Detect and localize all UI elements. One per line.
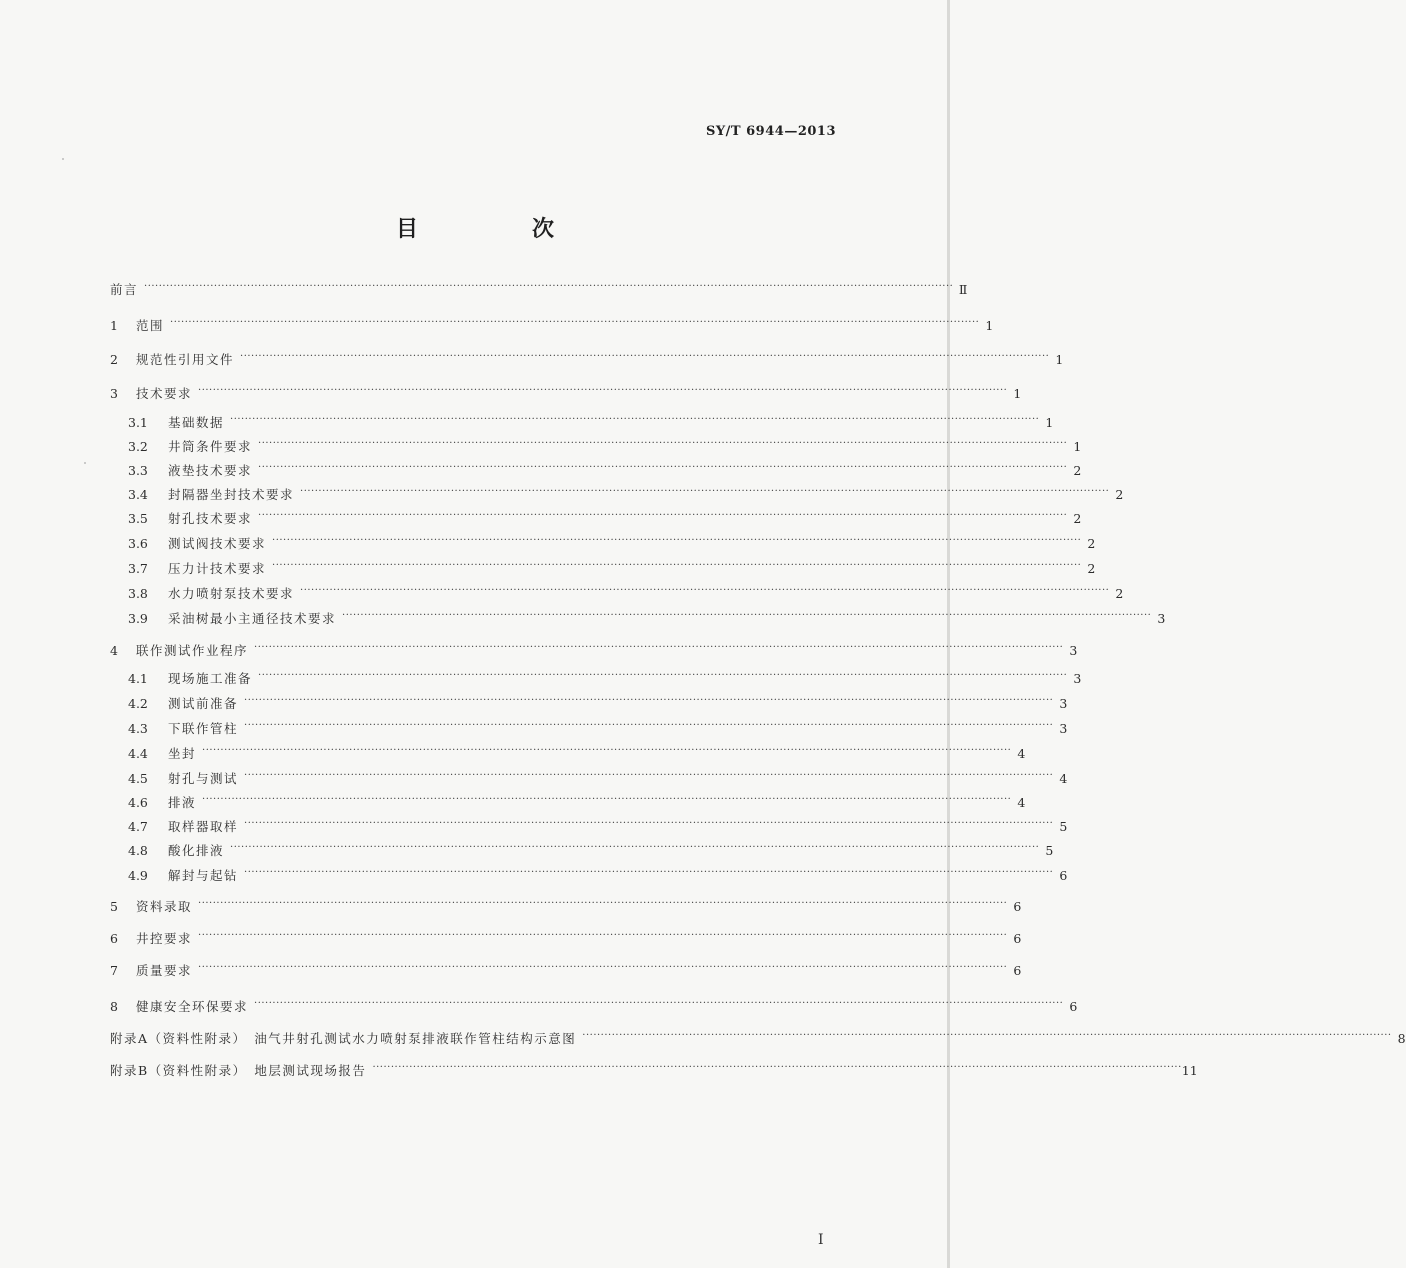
toc-leader-dots: ···························································································································································································································· [202,794,1012,805]
toc-entry [128,666,1082,688]
toc-entry-label: 排液 [168,795,197,810]
toc-entry [128,581,1124,603]
toc-entry-label: 取样器取样 [168,819,239,834]
toc-leader-dots: ···························································································································································································································· [254,998,1064,1009]
toc-entry-number: 4.6 [128,795,148,810]
toc-entry-number: 3.1 [128,415,148,430]
toc-entry-page: 6 [1059,868,1068,883]
toc-title: 目 次 [395,217,600,242]
toc-leader-dots: ···························································································································································································································· [582,1030,1392,1041]
toc-entry-page: 1 [985,318,994,333]
scan-speck [84,462,86,464]
toc-entry [110,1026,1406,1048]
toc-entry [128,506,1082,528]
toc-entry-number: 3.4 [128,487,148,502]
toc-entry-number: 3.7 [128,561,148,576]
toc-entry-number: 8 [110,999,118,1014]
toc-leader-dots: ···························································································································································································································· [258,462,1068,473]
toc-entry-label: 质量要求 [136,963,193,978]
toc-entry-page: 6 [1069,999,1078,1014]
toc-entry [128,838,1054,860]
toc-entry-label: 资料录取 [136,899,193,914]
toc-leader-dots: ···························································································································································································································· [198,898,1008,909]
toc-entry-page: 3 [1059,721,1068,736]
toc-entry-number: 4.1 [128,671,148,686]
toc-entry [128,606,1166,628]
toc-entry-label: 封隔器坐封技术要求 [168,487,295,502]
toc-entry-label: 解封与起钻 [168,868,239,883]
toc-entry-label: 健康安全环保要求 [136,999,249,1014]
toc-entry-label: 压力计技术要求 [168,561,267,576]
toc-leader-dots: ···························································································································································································································· [230,842,1040,853]
toc-entry [128,410,1054,432]
document-code: SY/T 6944—2013 [706,124,836,139]
toc-leader-dots: ···························································································································································································································· [372,1062,1182,1073]
toc-entry-number: 1 [110,318,118,333]
toc-entry [128,691,1068,713]
toc-entry [128,482,1124,504]
toc-entry-page: 2 [1087,536,1096,551]
toc-leader-dots: ···························································································································································································································· [198,962,1008,973]
toc-entry-number: 4.7 [128,819,148,834]
toc-leader-dots: ···························································································································································································································· [342,610,1152,621]
toc-entry-number: 4.9 [128,868,148,883]
toc-entry-label: 附录A（资料性附录） 油气井射孔测试水力喷射泵排液联作管柱结构示意图 [110,1031,577,1046]
scan-speck [62,158,64,160]
toc-entry-page: 4 [1017,746,1026,761]
toc-entry-label: 液垫技术要求 [168,463,253,478]
toc-entry-label: 范围 [136,318,165,333]
toc-entry-label: 射孔技术要求 [168,511,253,526]
toc-entry [110,638,1078,660]
toc-leader-dots: ···························································································································································································································· [258,670,1068,681]
toc-entry-label: 联作测试作业程序 [136,643,249,658]
toc-leader-dots: ···························································································································································································································· [300,486,1110,497]
toc-entry [128,556,1096,578]
toc-entry-number: 3.8 [128,586,148,601]
toc-entry-number: 3.6 [128,536,148,551]
toc-entry-page: 5 [1059,819,1068,834]
toc-entry-page: 2 [1087,561,1096,576]
toc-entry-number: 3.9 [128,611,148,626]
toc-entry [110,1058,1198,1080]
toc-entry-number: 5 [110,899,118,914]
toc-entry-page: 3 [1069,643,1078,658]
toc-entry-page: 2 [1073,511,1082,526]
toc-entry-label: 井筒条件要求 [168,439,253,454]
toc-leader-dots: ···························································································································································································································· [258,438,1068,449]
toc-entry-number: 4 [110,643,118,658]
toc-leader-dots: ···························································································································································································································· [202,745,1012,756]
toc-entry-page: 5 [1045,843,1054,858]
toc-entry [128,814,1068,836]
toc-entry-number: 6 [110,931,118,946]
toc-entry [128,766,1068,788]
toc-entry-page: 1 [1013,386,1022,401]
toc-entry [128,531,1096,553]
toc-entry-number: 7 [110,963,118,978]
toc-entry-page: 1 [1073,439,1082,454]
toc-leader-dots: ···························································································································································································································· [254,642,1064,653]
toc-leader-dots: ···························································································································································································································· [244,770,1054,781]
toc-entry-label: 附录B（资料性附录） 地层测试现场报告 [110,1063,367,1078]
toc-leader-dots: ···························································································································································································································· [198,930,1008,941]
toc-leader-dots: ···························································································································································································································· [198,385,1008,396]
page-edge [947,0,950,1268]
toc-entry-label: 基础数据 [168,415,225,430]
toc-entry [128,434,1082,456]
toc-entry-page: 4 [1017,795,1026,810]
toc-entry-label: 测试阀技术要求 [168,536,267,551]
toc-entry [110,313,994,335]
toc-leader-dots: ···························································································································································································································· [258,510,1068,521]
toc-entry-label: 井控要求 [136,931,193,946]
toc-leader-dots: ···························································································································································································································· [272,535,1082,546]
toc-entry-number: 3 [110,386,118,401]
toc-entry-page: 8 [1397,1031,1406,1046]
toc-entry-label: 技术要求 [136,386,193,401]
toc-entry-number: 2 [110,352,118,367]
toc-entry [128,458,1082,480]
toc-entry-label: 测试前准备 [168,696,239,711]
toc-entry-label: 采油树最小主通径技术要求 [168,611,337,626]
toc-entry [110,894,1022,916]
toc-entry-page: 6 [1013,963,1022,978]
toc-entry [110,347,1064,369]
toc-entry-label: 射孔与测试 [168,771,239,786]
toc-entry-number: 3.2 [128,439,148,454]
toc-entry-page: 4 [1059,771,1068,786]
toc-entry-label: 坐封 [168,746,197,761]
toc-entry [128,790,1026,812]
toc-entry [110,381,1022,403]
toc-entry-page: 3 [1157,611,1166,626]
toc-entry [110,958,1022,980]
toc-entry-label: 现场施工准备 [168,671,253,686]
toc-entry [128,863,1068,885]
toc-entry-page: 1 [1055,352,1064,367]
toc-entry-page: 1 [1045,415,1054,430]
toc-leader-dots: ···························································································································································································································· [144,281,954,292]
page-number: Ⅰ [818,1232,824,1248]
toc-entry-label: 下联作管柱 [168,721,239,736]
toc-leader-dots: ···························································································································································································································· [272,560,1082,571]
toc-entry-page: 2 [1115,487,1124,502]
toc-entry-number: 3.3 [128,463,148,478]
toc-entry [110,277,968,299]
toc-leader-dots: ···························································································································································································································· [244,720,1054,731]
toc-entry-page: 3 [1059,696,1068,711]
toc-entry-page: 6 [1013,931,1022,946]
toc-entry-number: 4.4 [128,746,148,761]
toc-entry-number: 4.2 [128,696,148,711]
toc-entry-page: 2 [1073,463,1082,478]
toc-leader-dots: ···························································································································································································································· [300,585,1110,596]
toc-entry-label: 前言 [110,282,139,297]
toc-entry-number: 4.8 [128,843,148,858]
toc-entry-number: 4.5 [128,771,148,786]
toc-entry-label: 酸化排液 [168,843,225,858]
toc-leader-dots: ···························································································································································································································· [170,317,980,328]
toc-entry-page: 2 [1115,586,1124,601]
toc-leader-dots: ···························································································································································································································· [244,695,1054,706]
toc-entry-page: 3 [1073,671,1082,686]
toc-entry [110,994,1078,1016]
toc-entry [128,741,1026,763]
toc-entry-page: 6 [1013,899,1022,914]
toc-entry-label: 水力喷射泵技术要求 [168,586,295,601]
toc-entry [128,716,1068,738]
toc-leader-dots: ···························································································································································································································· [240,351,1050,362]
toc-entry [110,926,1022,948]
toc-entry-page: Ⅱ [958,282,968,297]
toc-entry-label: 规范性引用文件 [136,352,235,367]
toc-leader-dots: ···························································································································································································································· [230,414,1040,425]
toc-leader-dots: ···························································································································································································································· [244,818,1054,829]
toc-entry-number: 3.5 [128,511,148,526]
toc-entry-page: 11 [1181,1063,1198,1078]
toc-entry-number: 4.3 [128,721,148,736]
toc-leader-dots: ···························································································································································································································· [244,867,1054,878]
